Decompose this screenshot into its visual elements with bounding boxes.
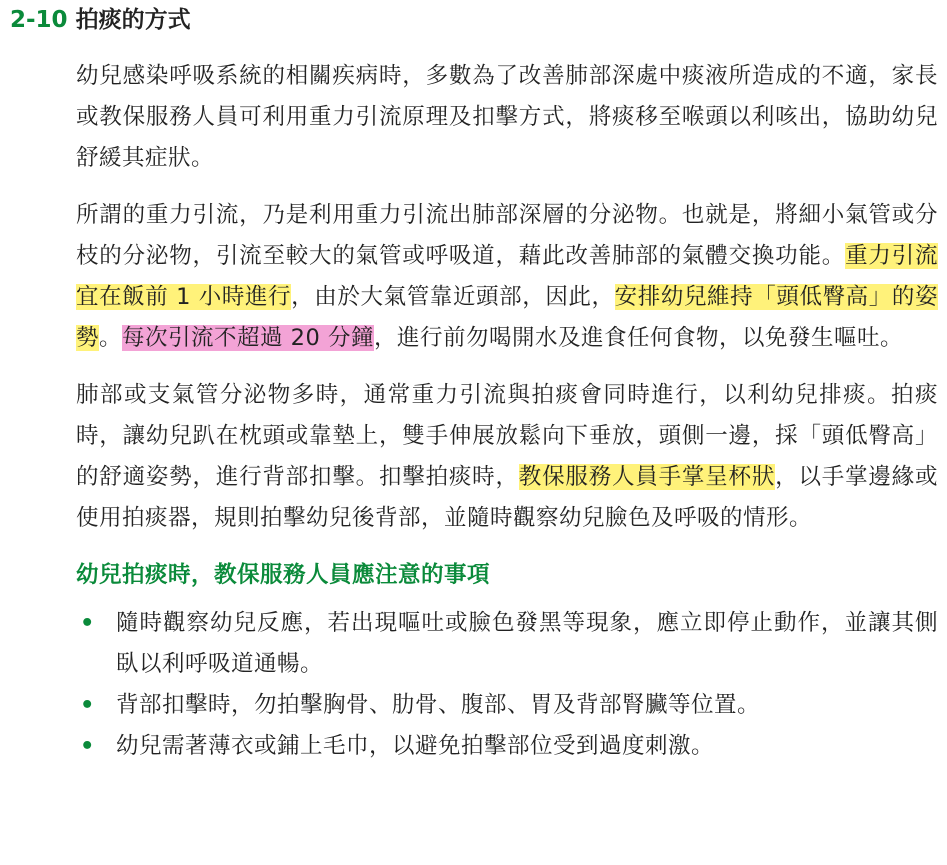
paragraph-text: ，進行前勿喝開水及進食任何食物，以免發生嘔吐。 <box>373 325 903 351</box>
highlight-head-low-posture: 安排幼兒維持「頭低臀高」的姿勢 <box>76 284 938 351</box>
paragraph-text: 。 <box>99 325 123 351</box>
section-number: 2-10 <box>10 7 68 33</box>
list-item <box>76 685 938 726</box>
list-item <box>76 603 938 685</box>
section-header <box>10 2 191 38</box>
bullet-icon: • <box>80 733 95 759</box>
paragraph-text: 肺部或支氣管分泌物多時，通常重力引流與拍痰會同時進行，以利幼兒排痰。拍痰時，讓幼兒趴在枕頭或靠墊上，雙手伸展放鬆向下垂放，頭側一邊，採「頭低臀高」的舒適姿勢，進行背部扣擊。扣擊拍痰時， <box>76 382 938 490</box>
bullet-icon: • <box>80 610 95 636</box>
body-content <box>76 56 938 767</box>
paragraph-gravity-drainage <box>76 195 938 359</box>
highlight-cupped-hand: 教保服務人員手掌呈杯狀 <box>518 464 776 490</box>
notes-list <box>76 603 938 767</box>
notes-heading: 幼兒拍痰時，教保服務人員應注意的事項 <box>76 562 491 588</box>
highlight-time-limit: 每次引流不超過 20 分鐘 <box>122 325 374 351</box>
section-title: 拍痰的方式 <box>75 7 191 33</box>
list-item-text: 隨時觀察幼兒反應，若出現嘔吐或臉色發黑等現象，應立即停止動作，並讓其側臥以利呼吸道通暢。 <box>116 610 938 677</box>
paragraph-back-percussion <box>76 375 938 539</box>
paragraph-text: 所謂的重力引流，乃是利用重力引流出肺部深層的分泌物。也就是，將細小氣管或分枝的分泌物，引流至較大的氣管或呼吸道，藉此改善肺部的氣體交換功能。 <box>76 202 938 269</box>
list-item-text: 背部扣擊時，勿拍擊胸骨、肋骨、腹部、胃及背部腎臟等位置。 <box>116 692 761 718</box>
paragraph-intro: 幼兒感染呼吸系統的相關疾病時，多數為了改善肺部深處中痰液所造成的不適，家長或教保服務人員可利用重力引流原理及扣擊方式，將痰移至喉頭以利咳出，協助幼兒舒緩其症狀。 <box>76 63 938 171</box>
bullet-icon: • <box>80 692 95 718</box>
highlight-before-meal: 重力引流宜在飯前 1 小時進行 <box>76 243 938 310</box>
list-item-text: 幼兒需著薄衣或鋪上毛巾，以避免拍擊部位受到過度刺激。 <box>116 733 715 759</box>
list-item <box>76 726 938 767</box>
paragraph-text: ，以手掌邊緣或使用拍痰器，規則拍擊幼兒後背部，並隨時觀察幼兒臉色及呼吸的情形。 <box>76 464 938 531</box>
paragraph-text: ，由於大氣管靠近頭部，因此， <box>291 284 615 310</box>
